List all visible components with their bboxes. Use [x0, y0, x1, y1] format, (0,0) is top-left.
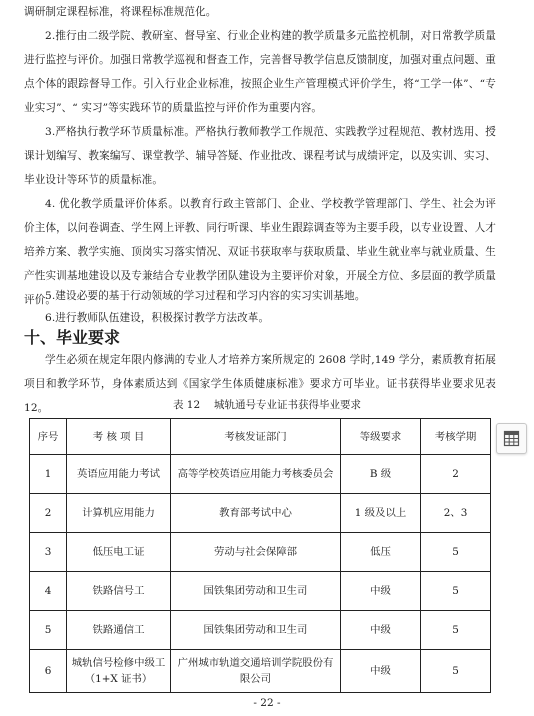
table-cell: 2 [421, 455, 491, 494]
table-cell: 6 [30, 650, 67, 693]
table-cell: 5 [421, 650, 491, 693]
table-cell: 2、3 [421, 494, 491, 533]
requirements-table [29, 418, 491, 693]
table-cell: 广州城市轨道交通培训学院股份有限公司 [171, 650, 341, 693]
header-cell: 考核发证部门 [171, 419, 341, 455]
table-row [30, 572, 491, 611]
table-cell: 低压电工证 [67, 533, 171, 572]
table-cell: 教育部考试中心 [171, 494, 341, 533]
table-header-row [30, 419, 491, 455]
header-cell: 等级要求 [341, 419, 421, 455]
table-cell: 5 [30, 611, 67, 650]
table-tool-button[interactable] [496, 423, 527, 454]
table-cell: 铁路通信工 [67, 611, 171, 650]
table-cell: 1 [30, 455, 67, 494]
table-row [30, 611, 491, 650]
table-cell: 中级 [341, 572, 421, 611]
page-number: - 22 - [253, 697, 281, 709]
table-cell: 2 [30, 494, 67, 533]
table-cell: 5 [421, 572, 491, 611]
table-cell: 5 [421, 611, 491, 650]
table-cell: 1 级及以上 [341, 494, 421, 533]
header-cell: 考 核 项 目 [67, 419, 171, 455]
table-cell: 铁路信号工 [67, 572, 171, 611]
table-cell: 中级 [341, 611, 421, 650]
table-cell: 国铁集团劳动和卫生司 [171, 611, 341, 650]
paragraph-continued: 调研制定课程标准，将课程标准规范化。 [24, 6, 217, 18]
paragraph-item-4: 4. 优化教学质量评价体系。以教育行政主管部门、企业、学校教学管理部门、学生、社会为评价主体，以问卷调查、学生网上评教、同行听课、毕业生跟踪调查等为主要手段，以专业设置、人才培养方案、教学实施、顶岗实习落实情况、双证书获取率与获取质量、毕业生就业率与就业质量、生产性实训基地建设以及专兼结合专业教学团队建设为主要评价对象，开展全方位、多层面的教学质量评价。 [24, 198, 496, 306]
table-caption: 表 12 城轨通号专业证书获得毕业要求 [172, 399, 362, 411]
table-cell: 低压 [341, 533, 421, 572]
section-heading: 十、毕业要求 [24, 328, 121, 347]
header-cell: 考核学期 [421, 419, 491, 455]
table-row [30, 533, 491, 572]
table-cell: 5 [421, 533, 491, 572]
section-intro: 学生必须在规定年限内修满的专业人才培养方案所规定的 2608 学时,149 学分，素质教育拓展项目和教学环节，身体素质达到《国家学生体质健康标准》要求方可毕业。证书获得毕业要求见表 12。 [24, 354, 496, 414]
table-cell: 英语应用能力考试 [67, 455, 171, 494]
table-grid-icon [503, 430, 520, 447]
table-row [30, 650, 491, 693]
table-cell: 3 [30, 533, 67, 572]
table-row [30, 494, 491, 533]
table-cell: 劳动与社会保障部 [171, 533, 341, 572]
table-cell: B 级 [341, 455, 421, 494]
table-row [30, 455, 491, 494]
paragraph-item-2: 2.推行由二级学院、教研室、督导室、行业企业构建的教学质量多元监控机制，对日常教学质量进行监控与评价。加强日常教学巡视和督查工作，完善督导教学信息反馈制度，加强对重点问题、重点个体的跟踪督导工作。引入行业企业标准，按照企业生产管理模式评价学生，将“工学一体”、“专业实习”、“ 实习”等实践环节的质量监控与评价作为重要内容。 [24, 30, 496, 114]
paragraph-item-3: 3.严格执行教学环节质量标准。严格执行教师教学工作规范、实践教学过程规范、教材选用、授课计划编写、教案编写、课堂教学、辅导答疑、作业批改、课程考试与成绩评定，以及实训、实习、毕业设计等环节的质量标准。 [24, 126, 496, 186]
table-cell: 中级 [341, 650, 421, 693]
table-cell: 计算机应用能力 [67, 494, 171, 533]
table-cell: 高等学校英语应用能力考核委员会 [171, 455, 341, 494]
paragraph-item-5: 5.建设必要的基于行动领域的学习过程和学习内容的实习实训基地。 [45, 290, 366, 302]
header-cell: 序号 [30, 419, 67, 455]
paragraph-item-6: 6.进行教师队伍建设，积极探讨教学方法改革。 [45, 312, 270, 324]
table-cell: 4 [30, 572, 67, 611]
table-cell: 国铁集团劳动和卫生司 [171, 572, 341, 611]
table-cell: 城轨信号检修中级工（1+X 证书） [67, 650, 171, 693]
